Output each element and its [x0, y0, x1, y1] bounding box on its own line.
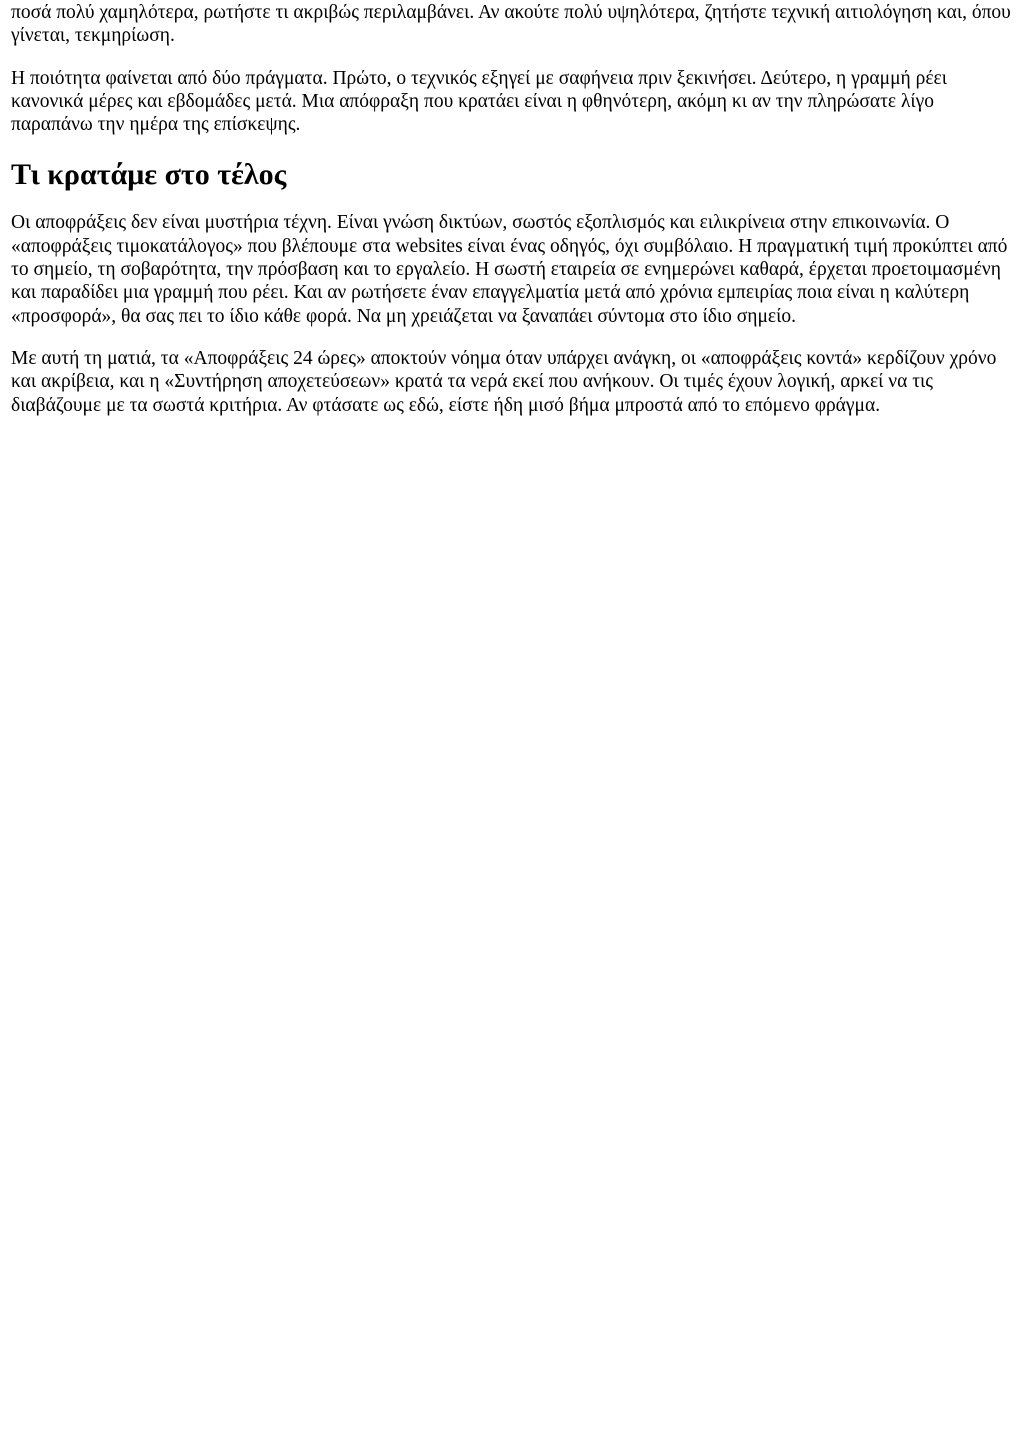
paragraph-final: Με αυτή τη ματιά, τα «Αποφράξεις 24 ώρες» αποκτούν νόημα όταν υπάρχει ανάγκη, οι «αποφράξεις κοντά» κερδίζουν χρόνο και ακρίβεια, και η «Συντήρηση αποχετεύσεων» κρατά τα νερά εκεί που ανήκουν. Οι τιμές έχουν λογική, αρκεί να τις διαβάζουμε με τα σωστά κριτήρια. Αν φτάσατε ως εδώ, είστε ήδη μισό βήμα μπροστά από το επόμενο φράγμα. [11, 347, 997, 416]
paragraph-intro-continued: ποσά πολύ χαμηλότερα, ρωτήστε τι ακριβώς περιλαμβάνει. Αν ακούτε πολύ υψηλότερα, ζητήστε τεχνική αιτιολόγηση και, όπου γίνεται, τεκμηρίωση. [11, 2, 1011, 47]
paragraph-conclusion: Οι αποφράξεις δεν είναι μυστήρια τέχνη. Είναι γνώση δικτύων, σωστός εξοπλισμός και ειλικρίνεια στην επικοινωνία. Ο «αποφράξεις τιμοκατάλογος» που βλέπουμε στα websites είναι ένας οδηγός, όχι συμβόλαιο. Η πραγματική τιμή προκύπτει από το σημείο, τη σοβαρότητα, την πρόσβαση και το εργαλείο. Η σωστή εταιρεία σε ενημερώνει καθαρά, έρχεται προετοιμασμένη και παραδίδει μια γραμμή που ρέει. Και αν ρωτήσετε έναν επαγγελματία μετά από χρόνια εμπειρίας ποια είναι η καλύτερη «προσφορά», θα σας πει το ίδιο κάθε φορά. Να μη χρειάζεται να ξαναπάει σύντομα στο ίδιο σημείο. [11, 212, 1008, 327]
article-body [0, 1, 1024, 417]
paragraph-quality: Η ποιότητα φαίνεται από δύο πράγματα. Πρώτο, ο τεχνικός εξηγεί με σαφήνεια πριν ξεκινήσει. Δεύτερο, η γραμμή ρέει κανονικά μέρες και εβδομάδες μετά. Μια απόφραξη που κρατάει είναι η φθηνότερη, ακόμη κι αν την πληρώσατε λίγο παραπάνω την ημέρα της επίσκεψης. [11, 67, 947, 136]
section-heading: Τι κρατάμε στο τέλος [11, 158, 287, 192]
